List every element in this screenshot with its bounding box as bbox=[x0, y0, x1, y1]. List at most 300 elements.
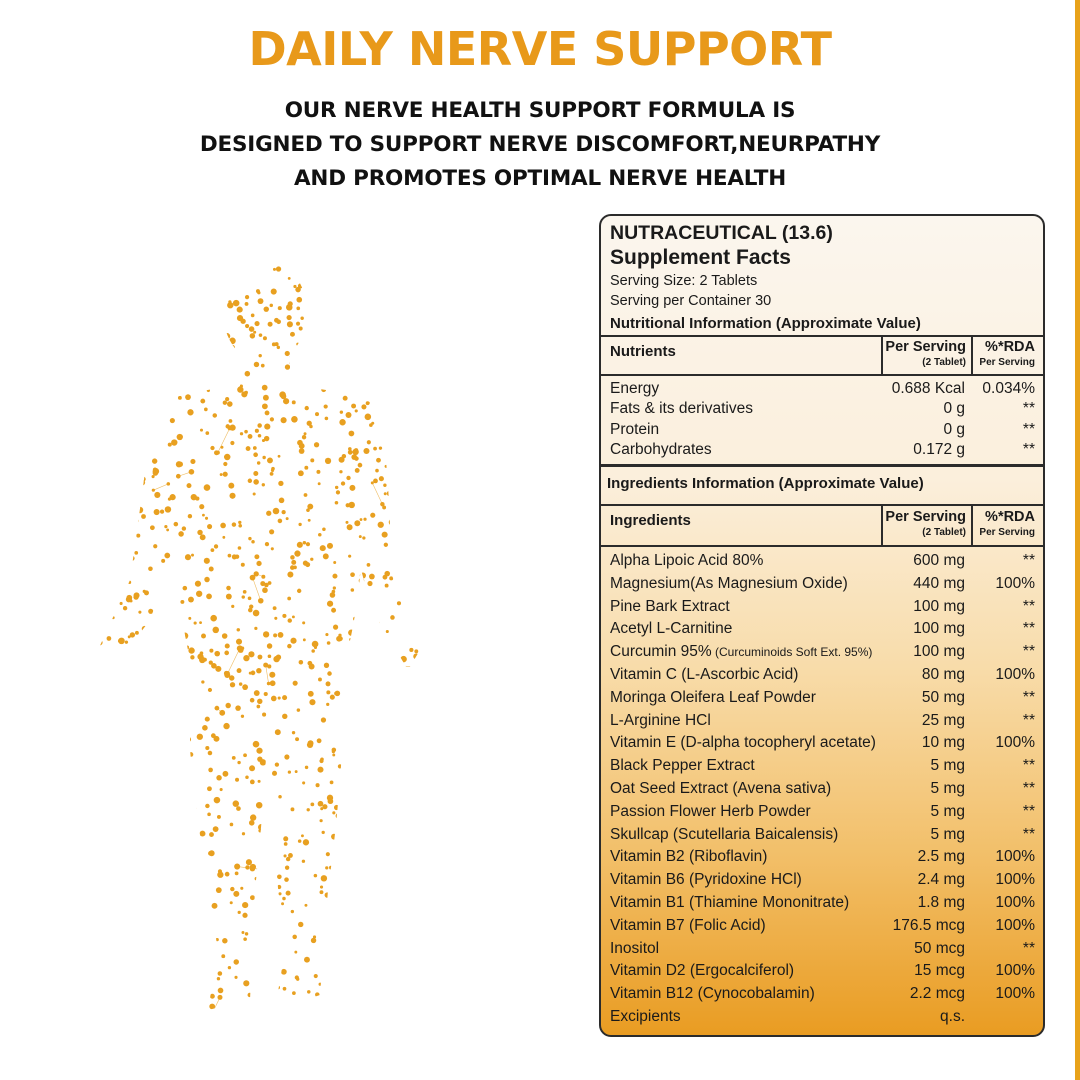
network-dot bbox=[258, 872, 264, 878]
network-dot bbox=[304, 957, 310, 963]
network-dot bbox=[327, 543, 333, 549]
network-dot bbox=[286, 304, 293, 311]
per-serving-column-header bbox=[885, 510, 966, 540]
network-dot bbox=[156, 311, 162, 317]
network-dot bbox=[359, 578, 365, 584]
network-dot bbox=[260, 1035, 266, 1040]
network-dot bbox=[145, 947, 151, 953]
network-dot bbox=[405, 851, 409, 855]
network-dot bbox=[139, 726, 143, 730]
network-dot bbox=[172, 584, 175, 587]
row-name-text: Alpha Lipoic Acid 80% bbox=[610, 552, 764, 569]
network-dot bbox=[148, 609, 153, 614]
network-dot bbox=[318, 533, 322, 537]
network-dot bbox=[306, 333, 310, 337]
network-dot bbox=[125, 980, 130, 985]
network-dot bbox=[257, 423, 261, 427]
network-dot bbox=[326, 703, 329, 706]
network-dot bbox=[410, 954, 415, 959]
network-dot bbox=[111, 741, 114, 744]
network-dot bbox=[152, 489, 155, 492]
network-dot bbox=[138, 388, 143, 393]
network-dot bbox=[356, 815, 362, 821]
network-dot bbox=[378, 646, 384, 652]
network-dot bbox=[167, 651, 171, 655]
network-dot bbox=[407, 425, 412, 430]
network-dot bbox=[109, 775, 114, 780]
network-dot bbox=[371, 838, 376, 843]
network-dot bbox=[367, 581, 372, 586]
network-dot bbox=[166, 678, 170, 682]
network-dot bbox=[178, 531, 184, 537]
network-dot bbox=[199, 504, 204, 509]
network-dot bbox=[233, 800, 239, 806]
row-amount: 0.688 Kcal bbox=[891, 380, 965, 397]
network-dot bbox=[225, 397, 229, 401]
network-dot bbox=[213, 413, 218, 418]
network-dot bbox=[396, 492, 401, 497]
network-dot bbox=[138, 395, 143, 400]
network-dot bbox=[301, 834, 304, 837]
network-dot bbox=[388, 486, 393, 491]
row-name-text: Excipients bbox=[610, 1007, 681, 1025]
network-dot bbox=[387, 818, 392, 823]
network-dot bbox=[120, 713, 125, 718]
network-dot bbox=[150, 701, 155, 706]
network-dot bbox=[282, 510, 286, 514]
network-dot bbox=[250, 895, 255, 900]
network-dot bbox=[241, 715, 244, 718]
network-dot bbox=[370, 401, 374, 405]
network-dot bbox=[345, 798, 348, 801]
network-dot bbox=[110, 529, 114, 533]
network-dot bbox=[325, 633, 328, 636]
network-dot bbox=[202, 362, 205, 365]
ingredient-row bbox=[601, 801, 1043, 824]
network-dot bbox=[93, 304, 99, 310]
network-dot bbox=[121, 568, 124, 571]
network-dot bbox=[359, 795, 362, 798]
network-dot bbox=[156, 665, 160, 669]
network-dot bbox=[167, 482, 171, 486]
network-dot bbox=[399, 796, 404, 801]
network-dot bbox=[119, 995, 125, 1001]
network-dot bbox=[104, 613, 107, 616]
network-dot bbox=[150, 525, 155, 530]
network-dot bbox=[224, 651, 229, 656]
network-dot bbox=[351, 830, 354, 833]
network-dot bbox=[336, 333, 341, 338]
network-dot bbox=[243, 590, 247, 594]
row-name bbox=[610, 848, 767, 866]
network-dot bbox=[201, 966, 207, 972]
ingredient-row bbox=[601, 664, 1043, 687]
network-dot bbox=[288, 1010, 292, 1014]
network-dot bbox=[388, 676, 394, 682]
row-amount: 100 mg bbox=[913, 643, 965, 661]
network-dot bbox=[267, 993, 271, 997]
network-dot bbox=[248, 479, 252, 483]
network-dot bbox=[373, 479, 378, 484]
network-dot bbox=[140, 651, 144, 655]
network-dot bbox=[356, 266, 362, 272]
network-dot bbox=[341, 828, 347, 834]
network-dot bbox=[237, 645, 243, 651]
network-dot bbox=[271, 696, 277, 702]
network-dot bbox=[262, 439, 265, 442]
network-dot bbox=[175, 315, 181, 321]
network-dot bbox=[299, 361, 303, 365]
network-dot bbox=[412, 878, 416, 882]
network-dot bbox=[289, 251, 292, 254]
network-dot bbox=[418, 686, 424, 692]
network-dot bbox=[94, 393, 97, 396]
network-dot bbox=[244, 251, 247, 254]
network-dot bbox=[377, 273, 380, 276]
network-dot bbox=[91, 870, 97, 876]
network-dot bbox=[225, 872, 230, 877]
network-dot bbox=[396, 783, 401, 788]
network-link bbox=[102, 732, 112, 755]
network-dot bbox=[222, 771, 228, 777]
network-dot bbox=[129, 970, 133, 974]
network-dot bbox=[153, 470, 159, 476]
network-dot bbox=[415, 878, 421, 884]
network-dot bbox=[387, 811, 391, 815]
network-dot bbox=[357, 288, 361, 292]
network-dot bbox=[339, 1020, 342, 1023]
network-dot bbox=[126, 523, 130, 527]
network-dot bbox=[368, 684, 372, 688]
network-dot bbox=[277, 874, 282, 879]
row-rda: 100% bbox=[995, 916, 1035, 934]
network-dot bbox=[284, 754, 289, 759]
network-dot bbox=[136, 842, 139, 845]
network-dot bbox=[174, 522, 179, 527]
network-dot bbox=[362, 536, 365, 539]
network-dot bbox=[226, 594, 232, 600]
network-dot bbox=[117, 525, 124, 532]
network-dot bbox=[396, 842, 402, 848]
network-dot bbox=[291, 560, 296, 565]
network-dot bbox=[166, 904, 171, 909]
network-dot bbox=[282, 695, 287, 700]
network-link bbox=[133, 974, 146, 982]
network-dot bbox=[159, 644, 164, 649]
label-heading: Supplement Facts bbox=[610, 246, 791, 269]
network-dot bbox=[209, 1004, 215, 1010]
network-dot bbox=[114, 943, 119, 948]
network-dot bbox=[220, 523, 226, 529]
network-dot bbox=[392, 919, 398, 925]
network-dot bbox=[351, 862, 355, 866]
network-dot bbox=[275, 729, 281, 735]
network-dot bbox=[206, 943, 212, 949]
network-dot bbox=[383, 484, 386, 487]
ingredient-row bbox=[601, 960, 1043, 983]
network-dot bbox=[303, 541, 306, 544]
network-dot bbox=[223, 335, 226, 338]
network-dot bbox=[127, 397, 134, 404]
network-dot bbox=[399, 298, 403, 302]
network-dot bbox=[254, 571, 259, 576]
network-dot bbox=[184, 966, 187, 969]
network-dot bbox=[158, 821, 164, 827]
network-dot bbox=[334, 692, 338, 696]
network-dot bbox=[128, 390, 131, 393]
network-dot bbox=[349, 485, 355, 491]
network-dot bbox=[131, 294, 136, 299]
network-dot bbox=[418, 372, 421, 375]
network-dot bbox=[400, 664, 403, 667]
network-dot bbox=[222, 633, 228, 639]
network-dot bbox=[296, 322, 300, 326]
subtitle-line: OUR NERVE HEALTH SUPPORT FORMULA IS bbox=[284, 98, 796, 123]
ingredient-row bbox=[601, 846, 1043, 869]
network-dot bbox=[348, 630, 354, 636]
network-dot bbox=[308, 519, 311, 522]
network-dot bbox=[410, 502, 413, 505]
network-dot bbox=[115, 480, 121, 486]
network-dot bbox=[352, 670, 356, 674]
network-dot bbox=[377, 950, 381, 954]
network-dot bbox=[99, 338, 102, 341]
network-dot bbox=[138, 801, 141, 804]
network-dot bbox=[290, 555, 295, 560]
network-dot bbox=[122, 573, 127, 578]
network-dot bbox=[281, 902, 284, 905]
network-dot bbox=[101, 693, 105, 697]
network-dot bbox=[414, 280, 420, 286]
network-dot bbox=[147, 816, 150, 819]
network-dot bbox=[243, 980, 249, 986]
network-dot bbox=[375, 469, 379, 473]
network-dot bbox=[214, 651, 220, 657]
network-dot bbox=[90, 1021, 94, 1025]
network-dot bbox=[408, 367, 412, 371]
network-dot bbox=[350, 640, 355, 645]
network-dot bbox=[230, 887, 234, 891]
network-dot bbox=[385, 689, 390, 694]
row-name bbox=[610, 780, 831, 798]
network-dot bbox=[131, 256, 135, 260]
network-dot bbox=[131, 267, 135, 271]
network-dot bbox=[190, 998, 193, 1001]
network-dot bbox=[420, 388, 425, 393]
network-dot bbox=[171, 439, 177, 445]
network-dot bbox=[389, 576, 393, 580]
network-dot bbox=[136, 803, 139, 806]
network-dot bbox=[338, 329, 341, 332]
network-dot bbox=[303, 638, 306, 641]
network-dot bbox=[124, 409, 130, 415]
network-dot bbox=[182, 983, 185, 986]
network-dot bbox=[284, 877, 289, 882]
network-dot bbox=[281, 417, 287, 423]
network-dot bbox=[236, 1019, 240, 1023]
network-dot bbox=[91, 691, 95, 695]
network-dot bbox=[184, 345, 189, 350]
network-dot bbox=[391, 779, 395, 783]
network-dot bbox=[389, 519, 396, 526]
network-dot bbox=[131, 504, 137, 510]
network-dot bbox=[95, 923, 99, 927]
network-dot bbox=[406, 790, 412, 796]
network-dot bbox=[387, 773, 393, 779]
network-dot bbox=[383, 342, 387, 346]
network-dot bbox=[367, 563, 371, 567]
network-dot bbox=[317, 373, 320, 376]
network-dot bbox=[378, 904, 382, 908]
network-dot bbox=[299, 448, 305, 454]
network-dot bbox=[115, 725, 118, 728]
row-rda: 100% bbox=[995, 665, 1035, 683]
network-dot bbox=[316, 783, 320, 787]
network-dot bbox=[207, 813, 211, 817]
row-name-text: Vitamin D2 (Ergocalciferol) bbox=[610, 962, 795, 980]
network-dot bbox=[406, 250, 410, 254]
network-dot bbox=[175, 334, 180, 339]
network-dot bbox=[298, 922, 303, 927]
row-amount: 2.5 mg bbox=[917, 848, 965, 866]
network-dot bbox=[92, 868, 99, 875]
network-dot bbox=[287, 572, 293, 578]
network-dot bbox=[134, 551, 138, 555]
network-dot bbox=[297, 542, 303, 548]
network-dot bbox=[90, 845, 95, 850]
network-dot bbox=[114, 334, 118, 338]
network-dot bbox=[243, 655, 249, 661]
network-dot bbox=[341, 481, 345, 485]
network-dot bbox=[144, 291, 149, 296]
network-dot bbox=[229, 338, 236, 345]
network-dot bbox=[152, 831, 158, 837]
divider bbox=[601, 374, 1043, 376]
ingredient-row bbox=[601, 1006, 1043, 1029]
network-dot bbox=[313, 333, 319, 339]
network-dot bbox=[422, 658, 425, 661]
network-dot bbox=[392, 697, 397, 702]
network-dot bbox=[166, 387, 169, 390]
network-dot bbox=[150, 997, 154, 1001]
network-dot bbox=[380, 1013, 384, 1017]
network-dot bbox=[96, 415, 102, 421]
network-dot bbox=[295, 737, 299, 741]
network-dot bbox=[169, 676, 175, 682]
network-dot bbox=[238, 546, 242, 550]
rda-column-header bbox=[979, 510, 1035, 540]
network-dot bbox=[315, 1027, 321, 1033]
network-dot bbox=[359, 288, 362, 291]
network-dot bbox=[364, 741, 370, 747]
network-dot bbox=[97, 754, 103, 760]
network-dot bbox=[360, 850, 365, 855]
network-dot bbox=[106, 405, 112, 411]
network-dot bbox=[191, 494, 197, 500]
network-dot bbox=[144, 324, 147, 327]
network-dot bbox=[348, 268, 352, 272]
network-dot bbox=[309, 699, 315, 705]
network-dot bbox=[292, 400, 296, 404]
network-dot bbox=[264, 423, 270, 429]
network-dot bbox=[295, 770, 298, 773]
divider bbox=[971, 504, 973, 546]
row-name-text: Vitamin B12 (Cynocobalamin) bbox=[610, 985, 815, 1003]
network-dot bbox=[390, 830, 393, 833]
network-dot bbox=[204, 558, 210, 564]
network-dot bbox=[308, 1014, 312, 1018]
network-dot bbox=[287, 597, 291, 601]
network-dot bbox=[264, 583, 269, 588]
network-dot bbox=[100, 275, 106, 281]
network-dot bbox=[274, 1030, 277, 1033]
network-dot bbox=[181, 804, 186, 809]
network-dot bbox=[133, 865, 136, 868]
network-dot bbox=[264, 871, 268, 875]
network-dot bbox=[155, 987, 161, 993]
network-dot bbox=[115, 979, 120, 984]
network-dot bbox=[191, 821, 194, 824]
network-dot bbox=[361, 352, 366, 357]
network-dot bbox=[317, 767, 323, 773]
network-dot bbox=[380, 330, 384, 334]
row-name bbox=[610, 894, 849, 912]
network-dot bbox=[193, 892, 199, 898]
network-dot bbox=[391, 374, 394, 377]
network-dot bbox=[414, 649, 418, 653]
network-dot bbox=[389, 744, 393, 748]
network-dot bbox=[94, 589, 100, 595]
network-dot bbox=[254, 362, 259, 367]
network-dot bbox=[321, 875, 327, 881]
network-dot bbox=[121, 826, 125, 830]
network-dot bbox=[285, 865, 289, 869]
network-dot bbox=[199, 621, 202, 624]
network-dot bbox=[176, 965, 180, 969]
label-brand: NUTRACEUTICAL (13.6) bbox=[610, 222, 833, 244]
network-dot bbox=[185, 827, 189, 831]
network-dot bbox=[318, 996, 322, 1000]
network-dot bbox=[339, 419, 345, 425]
network-dot bbox=[259, 354, 262, 357]
network-dot bbox=[109, 355, 114, 360]
network-dot bbox=[182, 633, 189, 640]
network-dot bbox=[406, 1014, 411, 1019]
network-dot bbox=[274, 617, 277, 620]
network-dot bbox=[386, 630, 389, 633]
network-dot bbox=[266, 888, 269, 891]
network-dot bbox=[150, 869, 155, 874]
network-dot bbox=[425, 870, 428, 873]
network-dot bbox=[100, 673, 104, 677]
network-dot bbox=[313, 250, 318, 255]
network-dot bbox=[322, 831, 325, 834]
network-dot bbox=[266, 888, 272, 894]
network-dot bbox=[98, 914, 103, 919]
network-dot bbox=[216, 887, 222, 893]
network-dot bbox=[99, 830, 103, 834]
network-dot bbox=[206, 594, 212, 600]
network-dot bbox=[110, 973, 114, 977]
network-dot bbox=[325, 417, 329, 421]
network-dot bbox=[346, 764, 350, 768]
network-dot bbox=[395, 403, 402, 410]
network-dot bbox=[271, 932, 277, 938]
network-dot bbox=[189, 752, 194, 757]
network-dot bbox=[262, 456, 265, 459]
network-dot bbox=[423, 260, 428, 265]
network-dot bbox=[141, 514, 146, 519]
